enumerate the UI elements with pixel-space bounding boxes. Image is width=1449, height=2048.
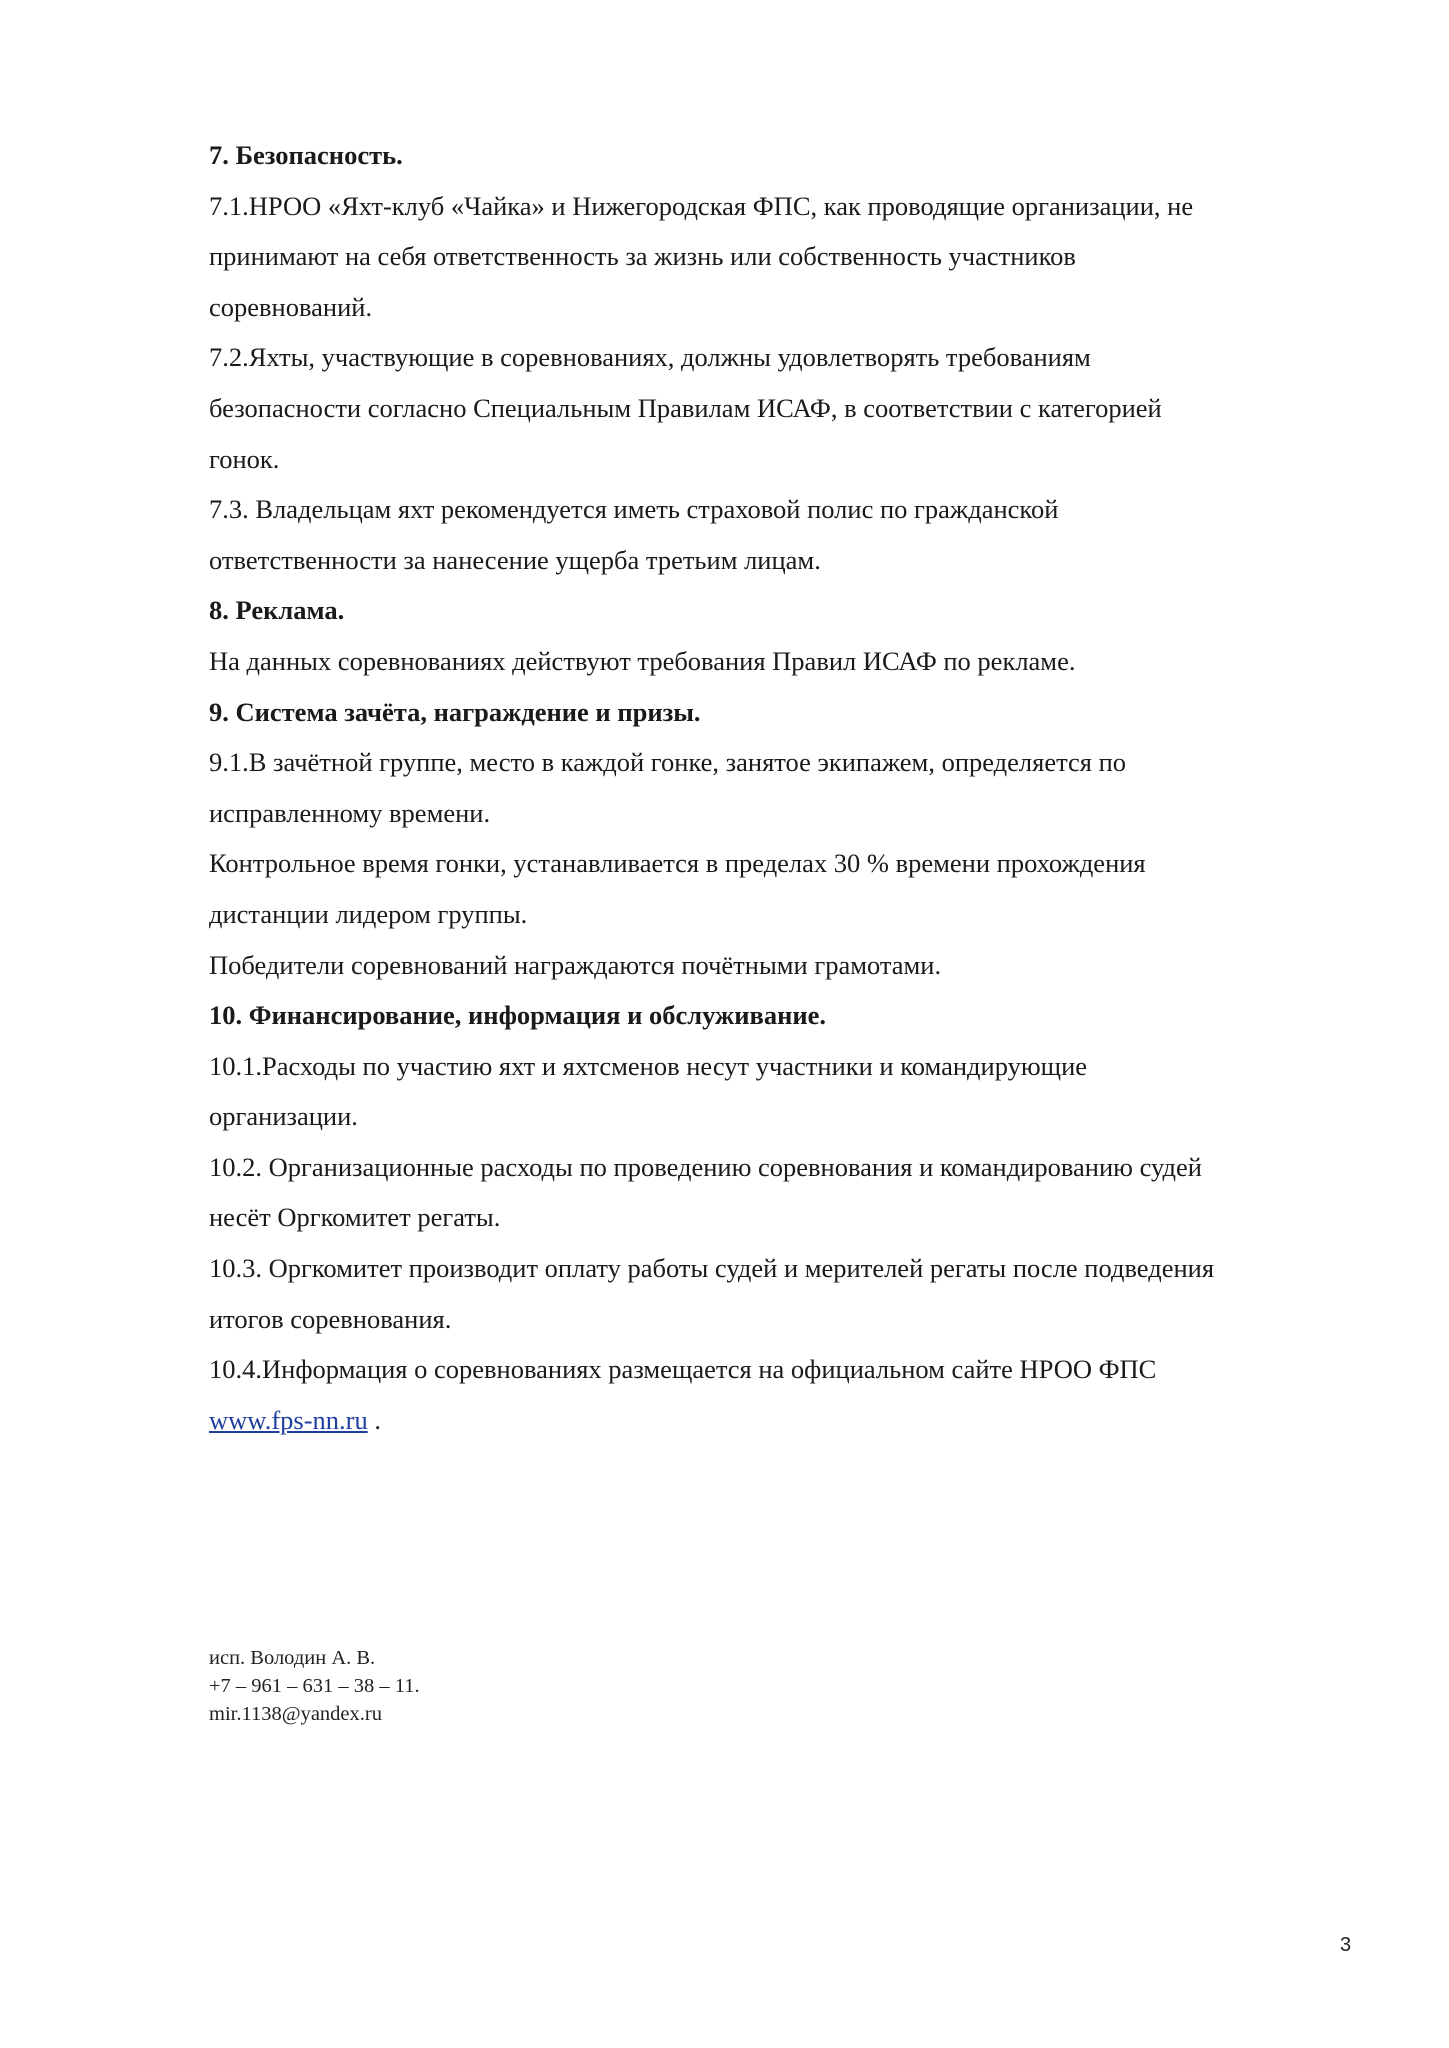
paragraph-line: гонок. [209,443,280,474]
section-scoring [209,687,1369,991]
website-link[interactable]: www.fps-nn.ru [209,1404,368,1435]
contact-block [209,1644,420,1728]
paragraph-line: Победители соревнований награждаются почётными грамотами. [209,949,942,980]
document-body [209,130,1369,1445]
section-advertising [209,585,1369,686]
paragraph-line: дистанции лидером группы. [209,898,528,929]
executor-phone: +7 – 961 – 631 – 38 – 11. [209,1675,420,1697]
page-number: 3 [1340,1934,1352,1956]
paragraph-line: 10.1.Расходы по участию яхт и яхтсменов несут участники и командирующие [209,1050,1088,1081]
paragraph-line: 9.1.В зачётной группе, место в каждой гонке, занятое экипажем, определяется по [209,747,1127,778]
paragraph-line: 10.4.Информация о соревнованиях размещается на официальном сайте НРОО ФПС [209,1354,1157,1385]
paragraph-line: безопасности согласно Специальным Правилам ИСАФ, в соответствии с категорией [209,392,1162,423]
paragraph-line: 10.2. Организационные расходы по проведению соревнования и командированию судей [209,1151,1202,1182]
paragraph-line: 7.1.НРОО «Яхт-клуб «Чайка» и Нижегородская ФПС, как проводящие организации, не [209,190,1194,221]
paragraph-line: итогов соревнования. [209,1303,452,1334]
paragraph-line: Контрольное время гонки, устанавливается в пределах 30 % времени прохождения [209,848,1146,879]
paragraph-line: ответственности за нанесение ущерба третьим лицам. [209,544,821,575]
executor-email: mir.1138@yandex.ru [209,1703,382,1725]
section-financing [209,990,1369,1445]
section-heading: 8. Реклама. [209,595,345,626]
website-line [209,1395,1369,1446]
paragraph-line: несёт Оргкомитет регаты. [209,1202,501,1233]
paragraph-line: 7.3. Владельцам яхт рекомендуется иметь страховой полис по гражданской [209,494,1059,525]
paragraph-line: принимают на себя ответственность за жизнь или собственность участников [209,241,1076,272]
section-heading: 9. Система зачёта, награждение и призы. [209,696,701,727]
executor-name: исп. Володин А. В. [209,1647,376,1669]
section-heading: 7. Безопасность. [209,140,403,170]
paragraph-line: исправленному времени. [209,797,491,828]
paragraph-line: 7.2.Яхты, участвующие в соревнованиях, должны удовлетворять требованиям [209,342,1091,373]
website-link-suffix: . [367,1404,381,1435]
section-safety [209,130,1369,585]
paragraph-line: соревнований. [209,291,373,322]
section-heading: 10. Финансирование, информация и обслуживание. [209,1000,827,1031]
paragraph-line: организации. [209,1101,358,1132]
paragraph-line: 10.3. Оргкомитет производит оплату работы судей и мерителей регаты после подведения [209,1253,1215,1284]
paragraph-line: На данных соревнованиях действуют требования Правил ИСАФ по рекламе. [209,645,1076,676]
